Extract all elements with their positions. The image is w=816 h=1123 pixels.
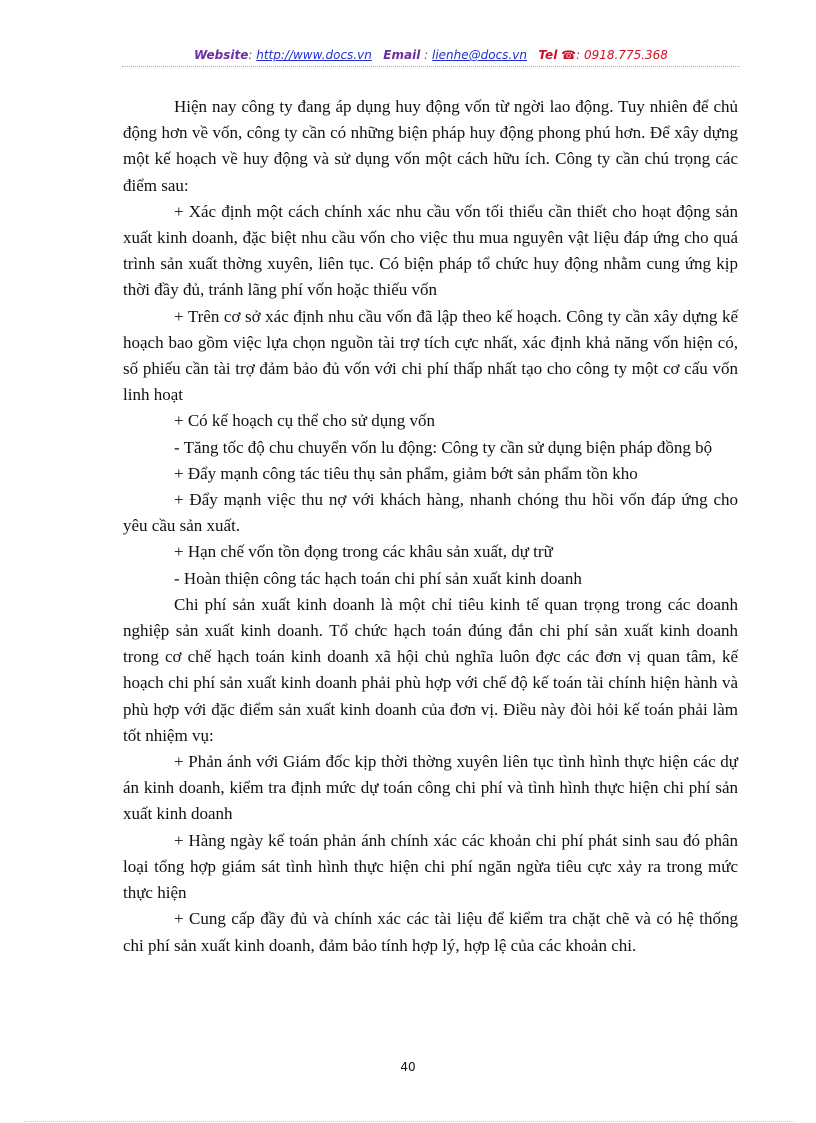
paragraph: Chi phí sản xuất kinh doanh là một chỉ tiêu kinh tế quan trọng trong các doanh nghiệp sản xuất kinh doanh. Tổ chức hạch toán đúng đắn chi phí sản xuất kinh doanh trong cơ chế hạch toán kinh doanh xã hội chủ nghĩa luôn đợc các đơn vị quan tâm, kế hoạch chi phí sản xuất kinh doanh phải phù hợp với chế độ kế toán tài chính hiện hành và phù hợp với đặc điểm sản xuất kinh doanh của đơn vị. Điều này đòi hỏi kế toán phải làm tốt nhiệm vụ: [123, 594, 738, 745]
email-link[interactable]: lienhe@docs.vn [431, 48, 527, 62]
email-colon: : [420, 48, 432, 62]
paragraph: - Hoàn thiện công tác hạch toán chi phí sản xuất kinh doanh [174, 568, 582, 588]
paragraph: - Tăng tốc độ chu chuyển vốn lu động: Công ty cần sử dụng biện pháp đồng bộ [174, 437, 713, 457]
footer-divider [24, 1121, 794, 1122]
document-body [123, 94, 738, 959]
paragraph: + Trên cơ sở xác định nhu cầu vốn đã lập theo kế hoạch. Công ty cần xây dựng kế hoạch bao gồm việc lựa chọn nguồn tài trợ tích cực nhất, xác định khả năng vốn hiện có, số phiếu cần tài trợ đảm bảo đủ vốn với chi phí thấp nhất tạo cho công ty một cơ cấu vốn linh hoạt [123, 306, 738, 405]
paragraph: + Hàng ngày kế toán phản ánh chính xác các khoản chi phí phát sinh sau đó phân loại tổng hợp giám sát tình hình thực hiện chi phí ngăn ngừa tiêu cực xảy ra trong mức thực hiện [123, 830, 738, 903]
header-divider [122, 66, 740, 67]
email-label: Email [383, 48, 421, 62]
paragraph: Hiện nay công ty đang áp dụng huy động vốn từ ngời lao động. Tuy nhiên để chủ động hơn về vốn, công ty cần có những biện pháp huy động phong phú hơn. Để xây dựng một kế hoạch về huy động và sử dụng vốn một cách hữu ích. Công ty cần chú trọng các điểm sau: [123, 97, 738, 195]
paragraph: + Xác định một cách chính xác nhu cầu vốn tối thiểu cần thiết cho hoạt động sản xuất kinh doanh, đặc biệt nhu cầu vốn cho việc thu mua nguyên vật liệu đáp ứng cho quá trình sản xuất thờng xuyên, liên tục. Có biện pháp tổ chức huy động nhằm cung ứng kịp thời đầy đủ, tránh lãng phí vốn hoặc thiếu vốn [123, 201, 738, 300]
page-number: 40 [400, 1060, 416, 1074]
website-colon: : [248, 48, 257, 62]
phone-icon: ☎ [561, 48, 577, 62]
paragraph: + Hạn chế vốn tồn đọng trong các khâu sản xuất, dự trữ [174, 542, 553, 562]
website-link[interactable]: http://www.docs.vn [256, 48, 372, 62]
paragraph: + Phản ánh với Giám đốc kịp thời thờng xuyên liên tục tình hình thực hiện các dự án kinh doanh, kiểm tra định mức dự toán công chi phí và tình hình thực hiện chi phí sản xuất kinh doanh [123, 752, 738, 824]
tel-colon: : [576, 48, 584, 62]
paragraph: + Cung cấp đầy đủ và chính xác các tài liệu để kiểm tra chặt chẽ và có hệ thống chi phí sản xuất kinh doanh, đảm bảo tính hợp lý, hợp lệ của các khoản chi. [123, 909, 738, 955]
website-label: Website [194, 48, 249, 62]
page-header [122, 47, 740, 63]
paragraph: + Đẩy mạnh việc thu nợ với khách hàng, nhanh chóng thu hồi vốn đáp ứng cho yêu cầu sản xuất. [123, 490, 738, 536]
paragraph: + Có kế hoạch cụ thể cho sử dụng vốn [174, 411, 436, 431]
tel-number: 0918.775.368 [583, 48, 668, 62]
paragraph: + Đẩy mạnh công tác tiêu thụ sản phẩm, giảm bớt sản phẩm tồn kho [174, 463, 638, 483]
tel-label: Tel [538, 48, 558, 62]
